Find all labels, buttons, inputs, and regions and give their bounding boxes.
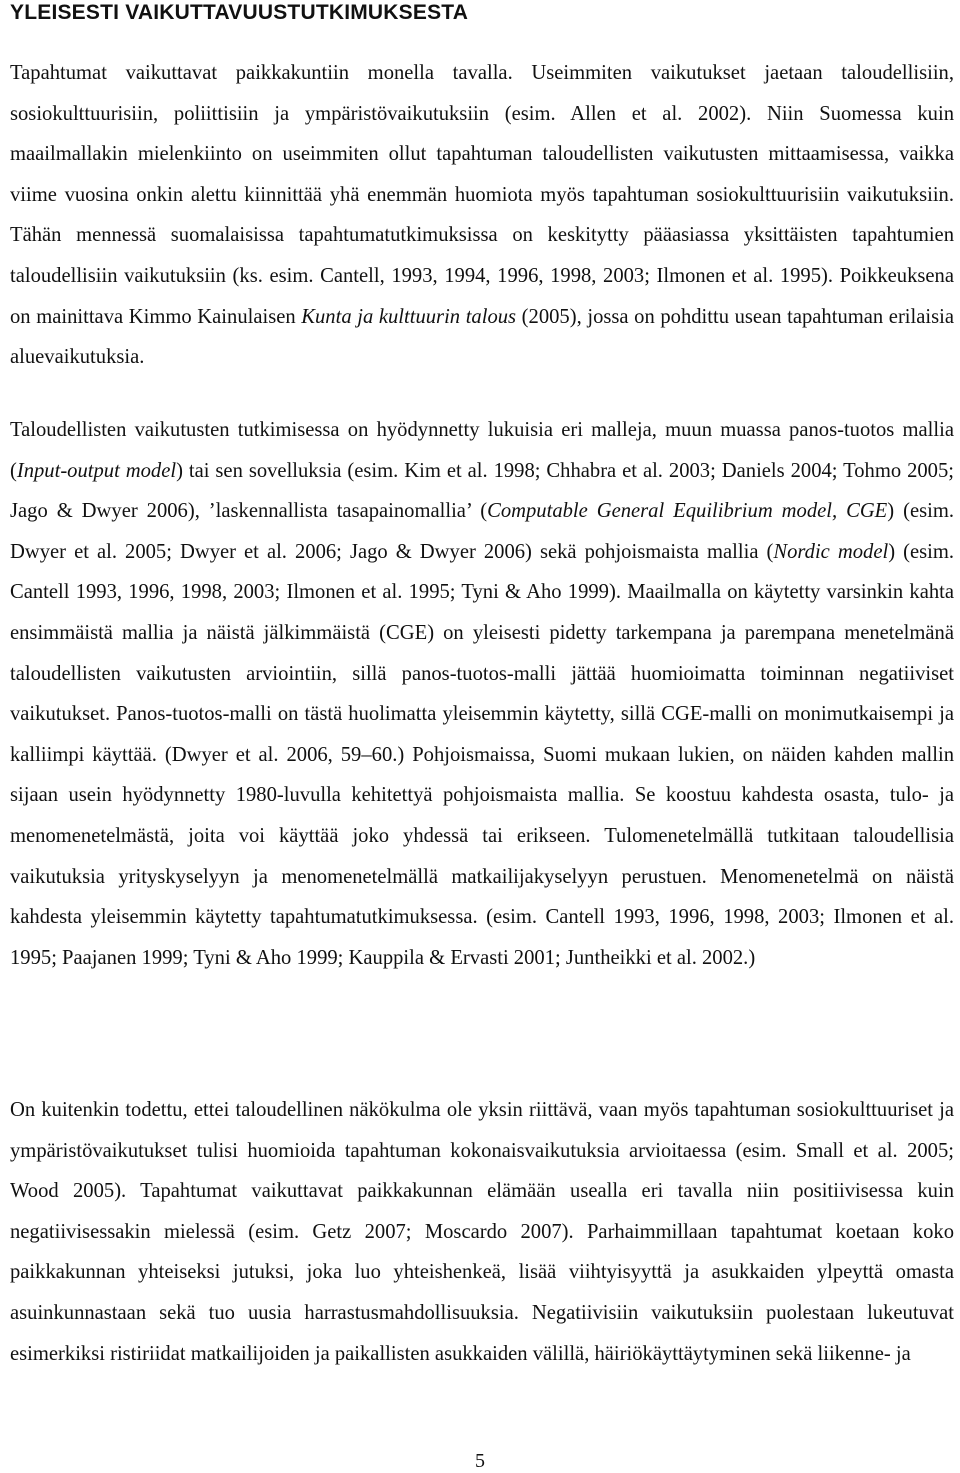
italic-text-run: Nordic model <box>773 540 889 563</box>
text-run: (2005), jossa on pohdittu usean tapahtuman erilaisia aluevaikutuksia. <box>10 305 954 369</box>
page-number: 5 <box>475 1450 485 1472</box>
text-run: Tapahtumat vaikuttavat paikkakuntiin monella tavalla. Useimmiten vaikutukset jaetaan taloudellisiin, sosiokulttuurisiin, poliittisiin ja ympäristövaikutuksiin (esim. Allen et al. 2002). Niin Suomessa kuin maailmallakin mielenkiinto on useimmiten ollut tapahtuman taloudellisten vaikutusten mittaamisessa, vaikka viime vuosina onkin alettu kiinnittää yhä enemmän huomiota myös tapahtuman sosiokulttuurisiin vaikutuksiin. Tähän mennessä suomalaisissa tapahtumatutkimuksissa on keskitytty pääasiassa yksittäisten tapahtumien taloudellisiin vaikutuksiin (ks. esim. Cantell, 1993, 1994, 1996, 1998, 2003; Ilmonen et al. 1995). Poikkeuksena on mainittava Kimmo Kainulaisen <box>10 62 954 328</box>
text-run: ) (esim. Cantell 1993, 1996, 1998, 2003; Ilmonen et al. 1995; Tyni & Aho 1999). Maailmalla on käytetty varsinkin kahta ensimmäistä mallia ja näistä jälkimmäistä (CGE) on yleisesti pidetty tarkempana ja parempana menetelmänä taloudellisten vaikutusten arviointiin, sillä panos-tuotos-malli jättää huomioimatta toiminnan negatiiviset vaikutukset. Panos-tuotos-malli on tästä huolimatta yleisemmin käytetty, sillä CGE-malli on monimutkaisempi ja kalliimpi käyttää. (Dwyer et al. 2006, 59–60.) Pohjoismaissa, Suomi mukaan lukien, on näiden kahden mallin sijaan usein hyödynnetty 1980-luvulla kehitettyä pohjoismaista mallia. Se koostuu kahdesta osasta, tulo- ja menomenetelmästä, joita voi käyttää joko yhdessä tai erikseen. Tulomenetelmällä tutkitaan taloudellisia vaikutuksia yrityskyselyyn ja menomenetelmällä matkailijakyselyyn perustuen. Menomenetelmä on näistä kahdesta yleisemmin käytetty tapahtumatutkimuksessa. (esim. Cantell 1993, 1996, 1998, 2003; Ilmonen et al. 1995; Paajanen 1999; Tyni & Aho 1999; Kauppila & Ervasti 2001; Juntheikki et al. 2002.) <box>10 540 954 969</box>
paragraph-3 <box>10 1090 954 1374</box>
italic-text-run: Input-output model <box>16 459 177 482</box>
text-run: ) (esim. Dwyer et al. 2005; Dwyer et al. 2006; Jago & Dwyer 2006) sekä pohjoismaista mallia ( <box>10 500 954 563</box>
italic-text-run: Kunta ja kulttuurin talous <box>301 305 517 328</box>
paragraph-2 <box>10 410 954 978</box>
text-run: ) tai sen sovelluksia (esim. Kim et al. 1998; Chhabra et al. 2003; Daniels 2004; Tohmo 2005; Jago & Dwyer 2006), ’laskennallista tasapainomallia’ ( <box>10 459 954 523</box>
text-run: On kuitenkin todettu, ettei taloudellinen näkökulma ole yksin riittävä, vaan myös tapahtuman sosiokulttuuriset ja ympäristövaikutukset tulisi huomioida tapahtuman kokonaisvaikutuksia arvioitaessa (esim. Small et al. 2005; Wood 2005). Tapahtumat vaikuttavat paikkakunnan elämään usealla eri tavalla niin positiivisessa kuin negatiivisessakin mielessä (esim. Getz 2007; Moscardo 2007). Parhaimmillaan tapahtumat koetaan koko paikkakunnan yhteiseksi jutuksi, joka luo yhteishenkeä, lisää viihtyisyyttä ja asukkaiden ylpeyttä omasta asuinkunnastaan sekä tuo uusia harrastusmahdollisuuksia. Negatiivisiin vaikutuksiin puolestaan lukeutuvat esimerkiksi ristiriidat matkailijoiden ja paikallisten asukkaiden välillä, häiriökäyttäytyminen sekä liikenne- ja <box>10 1099 954 1365</box>
paragraph-1 <box>10 53 954 378</box>
text-run: Taloudellisten vaikutusten tutkimisessa on hyödynnetty lukuisia eri malleja, muun muassa panos-tuotos mallia ( <box>10 419 954 482</box>
italic-text-run: Computable General Equilibrium model, CGE <box>487 500 888 523</box>
section-heading: YLEISESTI VAIKUTTAVUUSTUTKIMUKSESTA <box>10 1 469 24</box>
